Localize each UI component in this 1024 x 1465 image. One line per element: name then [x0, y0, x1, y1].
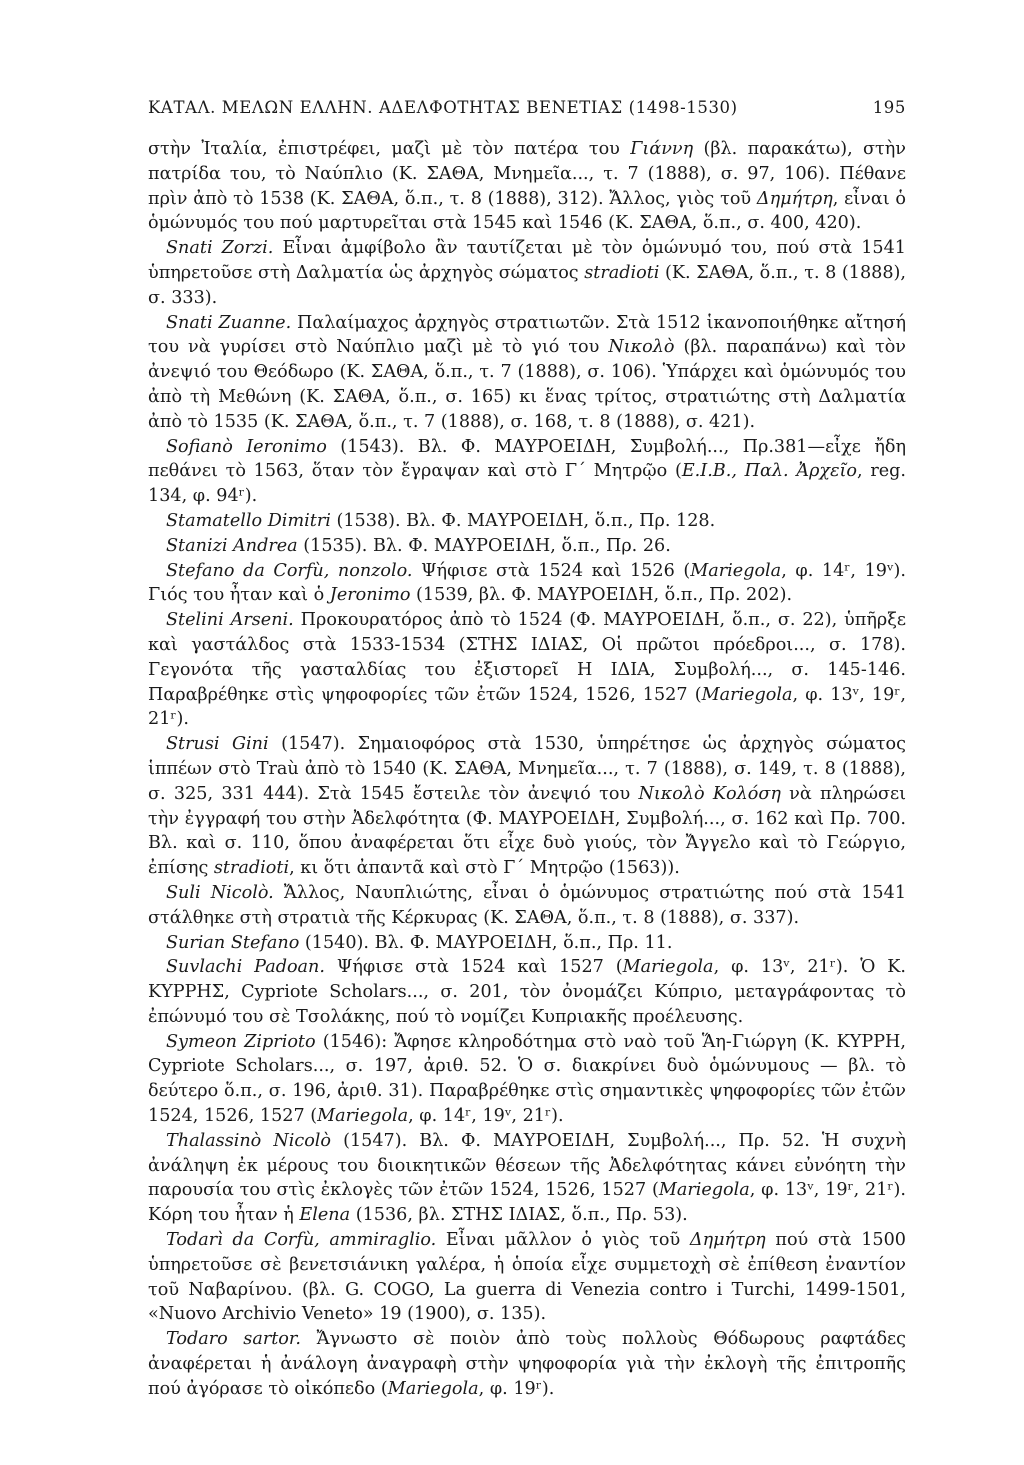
- italic-text: Νικολὸ: [608, 337, 675, 358]
- text-run: , φ. 13ᵛ, 19ʳ, 21ʳ). Κόρη του ἦταν ἡ: [148, 1180, 906, 1226]
- italic-text: Stelini Arseni.: [166, 610, 294, 631]
- text-run: Ψήφισε στὰ 1524 καὶ 1527 (: [324, 957, 623, 978]
- text-run: (1540). Βλ. Φ. ΜΑΥΡΟΕΙΔΗ, ὅ.π., Πρ. 11.: [299, 932, 673, 953]
- catalog-entry: [148, 559, 906, 609]
- catalog-entry: [148, 435, 906, 509]
- italic-text: stradioti: [213, 858, 290, 879]
- page-number: 195: [872, 98, 906, 117]
- text-run: Εἶναι ἀμφίβολο ἂν ταυτίζεται μὲ τὸν ὁμώνυμό του, πού στὰ 1541 ὑπηρετοῦσε στὴ Δαλματία ὡς ἀρχηγὸς σώματος: [148, 238, 906, 283]
- italic-text: Todaro sartor.: [166, 1329, 301, 1350]
- continued-paragraph: [148, 137, 906, 236]
- italic-text: Suli Nicolò.: [166, 882, 274, 903]
- catalog-entry: [148, 1030, 906, 1129]
- catalog-entry: [148, 881, 906, 931]
- italic-text: Stamatello Dimitri: [166, 510, 331, 531]
- catalog-entry: [148, 1129, 906, 1228]
- catalog-entry: [148, 534, 906, 559]
- catalog-entry: [148, 311, 906, 435]
- text-run: νὰ πληρώσει τὴν ἐγγραφή του στὴν Ἀδελφότητα (Φ. ΜΑΥΡΟΕΙΔΗ, Συμβολή..., σ. 162 καὶ Πρ. 700. Βλ. καὶ σ. 110, ὅπου ἀναφέρεται ὅτι εἶχε δυὸ γιούς, τὸν Ἄγγελο καὶ τὸ Γεώργιο, ἐπίσης: [148, 783, 906, 879]
- italic-text: Symeon Ziprioto: [166, 1031, 316, 1052]
- italic-text: Jeronimo: [329, 585, 411, 606]
- text-run: Παλαίμαχος ἀρχηγὸς στρατιωτῶν. Στὰ 1512 ἱκανοποιήθηκε αἴτησή του νὰ γυρίσει στὸ Ναύπλιο μαζὶ μὲ τὸ γιό του: [148, 312, 906, 358]
- text-run: , φ. 14ʳ, 19ᵛ, 21ʳ).: [408, 1106, 564, 1127]
- text-run: (1543). Βλ. Φ. ΜΑΥΡΟΕΙΔΗ, Συμβολή..., Πρ.381—εἶχε ἤδη πεθάνει τὸ 1563, ὅταν τὸν ἔγραψαν καὶ στὸ Γ΄ Μητρῷο (: [148, 436, 906, 482]
- italic-text: Stanizi Andrea: [166, 535, 298, 556]
- text-run: Ψήφισε στὰ 1524 καὶ 1526 (: [412, 560, 691, 581]
- italic-text: Suvlachi Padoan.: [166, 957, 325, 978]
- italic-text: Mariegola: [701, 684, 793, 705]
- italic-text: Elena: [299, 1205, 351, 1226]
- italic-text: Νικολὸ Κολόση: [638, 783, 781, 804]
- italic-text: Sofianò Ieronimo: [166, 436, 327, 457]
- italic-text: Thalassinò Nicolò: [166, 1130, 332, 1151]
- text-run: (1536, βλ. ΣΤΗΣ ΙΔΙΑΣ, ὅ.π., Πρ. 53).: [350, 1205, 688, 1226]
- catalog-entry: [148, 931, 906, 956]
- text-run: στὴν Ἰταλία, ἐπιστρέφει, μαζὶ μὲ τὸν πατέρα του: [148, 139, 631, 159]
- catalog-entry: [148, 1327, 906, 1401]
- italic-text: Ε.Ι.Β., Παλ.: [681, 461, 789, 482]
- italic-text: Surian Stefano: [166, 932, 300, 953]
- italic-text: Γιάννη: [630, 139, 694, 159]
- body-text: [148, 137, 906, 1402]
- italic-text: Mariegola: [387, 1378, 479, 1399]
- text-run: (βλ. παραπάνω) καὶ τὸν ἀνεψιό του Θεόδωρο (Κ. ΣΑΘΑ, ὅ.π., τ. 7 (1888), σ. 106). Ὑπάρχει καὶ ὁμώνυμός του ἀπὸ τὴ Μεθώνη (Κ. ΣΑΘΑ, ὅ.π., σ. 165) κι ἕνας τρίτος, στρατιώτης στὴ Δαλματία ἀπὸ τὸ 1535 (Κ. ΣΑΘΑ, ὅ.π., τ. 7 (1888), σ. 168, τ. 8 (1888), σ. 421).: [148, 337, 906, 432]
- catalog-entry: [148, 608, 906, 732]
- italic-text: Todarì da Corfù, ammiraglio.: [166, 1230, 437, 1251]
- text-run: (βλ. παρακάτω), στὴν πατρίδα του, τὸ Ναύπλιο (Κ. ΣΑΘΑ, Μνημεῖα..., τ. 7 (1888), σ. 97, 106). Πέθανε πρὶν ἀπὸ τὸ 1538 (Κ. ΣΑΘΑ, ὅ.π., τ. 8 (1888), 312). Ἄλλος, γιὸς τοῦ: [148, 139, 906, 209]
- catalog-entry: [148, 509, 906, 534]
- text-run: Εἶναι μᾶλλον ὁ γιὸς τοῦ: [436, 1230, 690, 1251]
- text-run: (1547). Σημαιοφόρος στὰ 1530, ὑπηρέτησε ὡς ἀρχηγὸς σώματος ἱππέων στὸ Traù ἀπὸ τὸ 1540 (Κ. ΣΑΘΑ, Μνημεῖα..., τ. 7 (1888), σ. 149, τ. 8 (1888), σ. 325, 331 444). Στὰ 1545 ἔστειλε τὸν ἀνεψιό του: [148, 734, 906, 804]
- text-run: (1546): Ἄφησε κληροδότημα στὸ ναὸ τοῦ Ἅη-Γιώργη (Κ. ΚΥΡΡΗ, Cypriote Scholars..., σ. 197, ἀριθ. 52. Ὁ σ. διακρίνει δυὸ ὁμώνυμους — βλ. τὸ δεύτερο ὅ.π., σ. 196, ἀριθ. 31). Παραβρέθηκε στὶς σημαντικὲς ψηφοφορίες τῶν ἐτῶν 1524, 1526, 1527 (: [148, 1031, 906, 1127]
- italic-text: Strusi Gini: [166, 734, 269, 755]
- italic-text: Δημήτρη: [689, 1230, 766, 1251]
- italic-text: Snati Zorzi.: [166, 238, 274, 259]
- italic-text: Mariegola: [317, 1106, 409, 1127]
- text-run: (Κ. ΣΑΘΑ, ὅ.π., τ. 8 (1888), σ. 333).: [148, 262, 907, 308]
- text-run: (1547). Βλ. Φ. ΜΑΥΡΟΕΙΔΗ, Συμβολή..., Πρ. 52. Ἡ συχνὴ ἀνάληψη ἐκ μέρους του διοικητικῶν θέσεων τῆς Ἀδελφότητας κάνει εὐνόητη τὴν παρουσία του στὶς ἐκλογὲς τῶν ἐτῶν 1524, 1526, 1527 (: [148, 1130, 907, 1201]
- text-run: , κι ὅτι ἀπαντᾶ καὶ στὸ Γ΄ Μητρῷο (1563)).: [289, 858, 680, 879]
- text-run: , φ. 14ʳ, 19ᵛ). Γιός του ἦταν καὶ ὁ: [148, 560, 906, 606]
- text-run: , φ. 13ᵛ, 19ʳ, 21ʳ).: [148, 684, 907, 730]
- italic-text: Ἀρχεῖο: [796, 461, 858, 482]
- italic-text: Snati Zuanne.: [166, 312, 292, 333]
- text-run: Ἄγνωστο σὲ ποιὸν ἀπὸ τοὺς πολλοὺς Θόδωρους ραφτάδες ἀναφέρεται ἡ ἀνάλογη ἀναγραφὴ στὴν ψηφοφορία γιὰ τὴν ἐκλογὴ τῆς ἐπιτροπῆς πού ἀγόρασε τὸ οἰκόπεδο (: [148, 1329, 907, 1399]
- italic-text: Mariegola: [690, 560, 782, 581]
- text-run: Προκουρατόρος ἀπὸ τὸ 1524 (Φ. ΜΑΥΡΟΕΙΔΗ, ὅ.π., σ. 22), ὑπῆρξε καὶ γαστάλδος στὰ 1533-1534 (ΣΤΗΣ ΙΔΙΑΣ, Οἱ πρῶτοι πρόεδροι..., σ. 178). Γεγονότα τῆς γασταλδίας του ἐξιστορεῖ Η ΙΔΙΑ, Συμβολή..., σ. 145-146. Παραβρέθηκε στὶς ψηφοφορίες τῶν ἐτῶν 1524, 1526, 1527 (: [148, 610, 907, 705]
- catalog-entry: [148, 1228, 906, 1327]
- text-run: (1539, βλ. Φ. ΜΑΥΡΟΕΙΔΗ, ὅ.π., Πρ. 202).: [410, 585, 793, 606]
- text-run: , reg. 134, φ. 94ʳ).: [148, 461, 907, 507]
- text-run: , φ. 13ᵛ, 21ʳ). Ὁ Κ. ΚΥΡΡΗΣ, Cypriote Scholars..., σ. 201, τὸν ὀνομάζει Κύπριο, μεταγράφοντας τὸ ἐπώνυμό του σὲ Τσολάκης, πού τὸ νομίζει Κυπριακῆς προέλευσης.: [148, 957, 906, 1027]
- text-run: πού στὰ 1500 ὑπηρετοῦσε σὲ βενετσιάνικη γαλέρα, ἡ ὁποία εἶχε συμμετοχὴ σὲ ἐπίθεση ἐναντίον τοῦ Ναβαρίνου. (βλ. G. COGO, La guerra di Venezia contro i Turchi, 1499-1501, «Nuovo Archivio Veneto» 19 (1900), σ. 135).: [148, 1230, 906, 1325]
- text-run: , εἶναι ὁ ὁμώνυμός του πού μαρτυρεῖται στὰ 1545 καὶ 1546 (Κ. ΣΑΘΑ, ὅ.π., σ. 400, 420).: [148, 188, 907, 234]
- italic-text: Δημήτρη: [756, 188, 833, 209]
- text-run: (1535). Βλ. Φ. ΜΑΥΡΟΕΙΔΗ, ὅ.π., Πρ. 26.: [297, 535, 671, 556]
- catalog-entry: [148, 236, 906, 310]
- running-title: ΚΑΤΑΛ. ΜΕΛΩΝ ΕΛΛΗΝ. ΑΔΕΛΦΟΤΗΤΑΣ ΒΕΝΕΤΙΑΣ (1498-1530): [148, 98, 738, 117]
- italic-text: Stefano da Corfù, nonzolo.: [166, 560, 413, 581]
- text-run: Ἄλλος, Ναυπλιώτης, εἶναι ὁ ὁμώνυμος στρατιώτης πού στὰ 1541 στάλθηκε στὴ στρατιὰ τῆς Κέρκυρας (Κ. ΣΑΘΑ, ὅ.π., τ. 8 (1888), σ. 337).: [148, 882, 907, 928]
- catalog-entry: [148, 955, 906, 1029]
- running-header: [148, 98, 906, 117]
- italic-text: Mariegola: [658, 1180, 750, 1201]
- italic-text: Mariegola: [622, 957, 714, 978]
- text-run: (1538). Βλ. Φ. ΜΑΥΡΟΕΙΔΗ, ὅ.π., Πρ. 128.: [330, 510, 716, 531]
- italic-text: stradioti: [584, 262, 660, 283]
- text-run: , φ. 19ʳ).: [478, 1378, 555, 1399]
- catalog-entry: [148, 732, 906, 881]
